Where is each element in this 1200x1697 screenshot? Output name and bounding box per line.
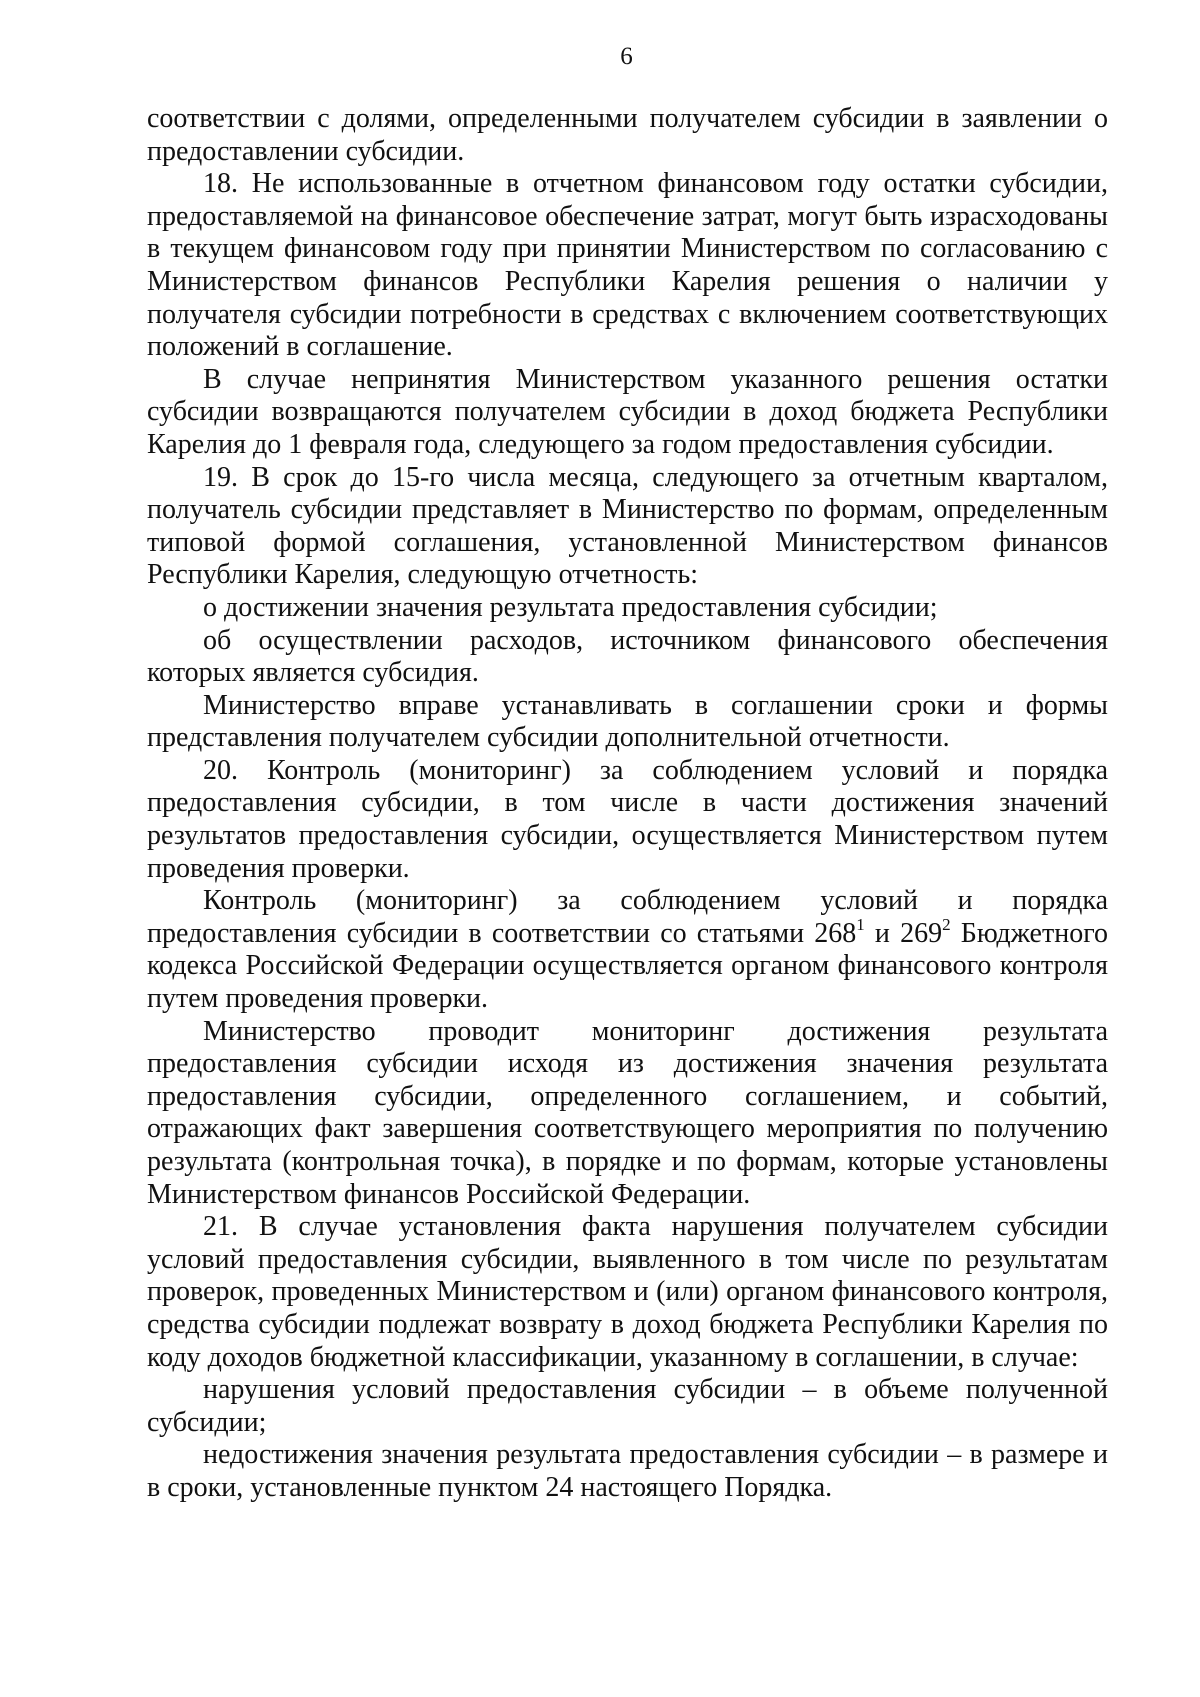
paragraph-nonachievement-case: недостижения значения результата предоставления субсидии – в размере и в сроки, установленные пунктом 24 настоящего Порядка. [147,1439,1108,1503]
paragraph-financial-control [147,885,1108,1015]
paragraph-item-20: 20. Контроль (мониторинг) за соблюдением условий и порядка предоставления субсидии, в том числе в части достижения значений результатов предоставления субсидии, осуществляется Министерством путем проведения проверки. [147,754,1108,884]
paragraph-financial-control-part2: и 269 [864,917,943,949]
paragraph-report-result: о достижении значения результата предоставления субсидии; [203,591,938,623]
paragraph-financial-control-part1: Контроль (мониторинг) за соблюдением условий и порядка предоставления субсидии в соответствии со статьями 268 [147,885,1108,949]
paragraph-report-expenses: об осуществлении расходов, источником финансового обеспечения которых является субсидия. [147,624,1108,689]
paragraph-violation-case: нарушения условий предоставления субсидии – в объеме полученной субсидии; [147,1374,1108,1438]
paragraph-monitoring: Министерство проводит мониторинг достижения результата предоставления субсидии исходя из достижения значения результата предоставления субсидии, определенного соглашением, и событий, отражающих факт завершения соответствующего мероприятия по получению результата (контрольная точка), в порядке и по формам, которые установлены Министерством финансов Российской Федерации. [147,1015,1108,1210]
document-body [147,103,1108,1505]
paragraph-unused-balance-return: В случае непринятия Министерством указанного решения остатки субсидии возвращаются получателем субсидии в доход бюджета Республики Карелия до 1 февраля года, следующего за годом предоставления субсидии. [147,363,1108,460]
superscript-1: 1 [856,914,865,934]
paragraph-item-21: 21. В случае установления факта нарушения получателем субсидии условий предоставления субсидии, выявленного в том числе по результатам проверок, проведенных Министерством и (или) органом финансового контроля, средства субсидии подлежат возврату в доход бюджета Республики Карелия по коду доходов бюджетной классификации, указанному в соглашении, в случае: [147,1211,1108,1373]
paragraph-item-19: 19. В срок до 15-го числа месяца, следующего за отчетным кварталом, получатель субсидии представляет в Министерство по формам, определенным типовой формой соглашения, установленной Министерством финансов Республики Карелия, следующую отчетность: [147,461,1108,591]
page-number: 6 [620,43,633,70]
paragraph-additional-reporting: Министерство вправе устанавливать в соглашении сроки и формы представления получателем субсидии дополнительной отчетности. [147,689,1108,754]
paragraph-continuation: соответствии с долями, определенными получателем субсидии в заявлении о предоставлении субсидии. [147,103,1108,167]
superscript-2: 2 [942,914,951,934]
paragraph-financial-control-part3: Бюджетного кодекса Российской Федерации осуществляется органом финансового контроля путем проведения проверки. [147,917,1108,1015]
paragraph-item-18: 18. Не использованные в отчетном финансовом году остатки субсидии, предоставляемой на финансовое обеспечение затрат, могут быть израсходованы в текущем финансовом году при принятии Министерством по согласованию с Министерством финансов Республики Карелия решения о наличии у получателя субсидии потребности в средствах с включением соответствующих положений в соглашение. [147,168,1108,363]
